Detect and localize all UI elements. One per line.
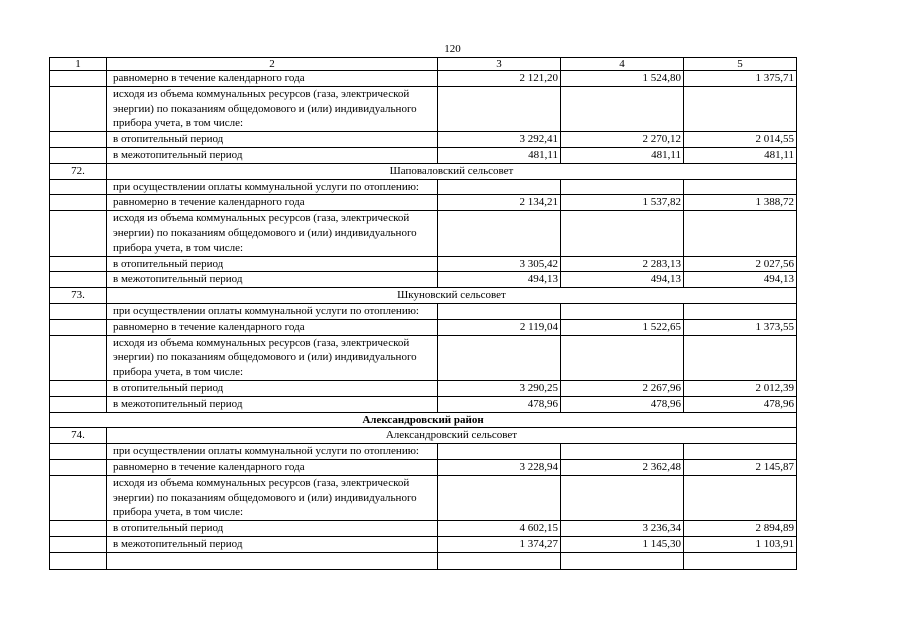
table-row — [50, 521, 797, 537]
section-number: 73. — [50, 288, 107, 304]
value-col-5: 2 027,56 — [684, 256, 797, 272]
value-col-5: 2 012,39 — [684, 380, 797, 396]
value-col-3: 2 134,21 — [438, 195, 561, 211]
row-label: в межотопительный период — [107, 147, 438, 163]
table-row-description — [50, 86, 797, 131]
table-row-empty — [50, 552, 797, 569]
value-col-4 — [561, 179, 684, 195]
table-body — [50, 58, 797, 570]
value-col-3: 3 305,42 — [438, 256, 561, 272]
value-col-3: 1 374,27 — [438, 536, 561, 552]
table-row — [50, 459, 797, 475]
row-label: в межотопительный период — [107, 272, 438, 288]
value-col-4 — [561, 335, 684, 380]
value-col-3 — [438, 303, 561, 319]
value-col-4: 1 537,82 — [561, 195, 684, 211]
table-row-description — [50, 211, 797, 256]
value-col-5: 1 373,55 — [684, 319, 797, 335]
value-col-4: 1 524,80 — [561, 71, 684, 87]
header-col-2: 2 — [107, 58, 438, 71]
table-row — [50, 396, 797, 412]
table-row-description — [50, 303, 797, 319]
row-index-cell — [50, 536, 107, 552]
header-col-5: 5 — [684, 58, 797, 71]
value-col-5: 494,13 — [684, 272, 797, 288]
table-row — [50, 71, 797, 87]
value-col-4 — [561, 86, 684, 131]
value-col-5: 2 894,89 — [684, 521, 797, 537]
row-label: исходя из объема коммунальных ресурсов (газа, электрической энергии) по показаниям общедомового и (или) индивидуального прибора учета, в том числе: — [107, 335, 438, 380]
table-row — [50, 147, 797, 163]
value-col-5 — [684, 303, 797, 319]
table-row — [50, 536, 797, 552]
value-col-5 — [684, 475, 797, 520]
value-col-3 — [438, 335, 561, 380]
row-label: равномерно в течение календарного года — [107, 459, 438, 475]
row-index-cell — [50, 147, 107, 163]
value-col-5: 2 145,87 — [684, 459, 797, 475]
value-col-4 — [561, 303, 684, 319]
table-row-description — [50, 179, 797, 195]
header-col-1: 1 — [50, 58, 107, 71]
value-col-5 — [684, 86, 797, 131]
tariff-table — [49, 57, 797, 570]
row-index-cell — [50, 86, 107, 131]
row-index-cell — [50, 552, 107, 569]
row-label: в отопительный период — [107, 132, 438, 148]
value-col-4: 1 522,65 — [561, 319, 684, 335]
value-col-3 — [438, 475, 561, 520]
district-title: Александровский район — [50, 412, 797, 428]
district-row — [50, 412, 797, 428]
row-label: в межотопительный период — [107, 396, 438, 412]
value-col-4: 494,13 — [561, 272, 684, 288]
row-index-cell — [50, 272, 107, 288]
value-col-4 — [561, 552, 684, 569]
value-col-3: 3 292,41 — [438, 132, 561, 148]
value-col-4: 2 270,12 — [561, 132, 684, 148]
row-index-cell — [50, 132, 107, 148]
value-col-5: 478,96 — [684, 396, 797, 412]
value-col-4: 2 362,48 — [561, 459, 684, 475]
row-label: в отопительный период — [107, 380, 438, 396]
row-label: в отопительный период — [107, 521, 438, 537]
value-col-3: 3 228,94 — [438, 459, 561, 475]
value-col-4 — [561, 211, 684, 256]
value-col-3: 2 119,04 — [438, 319, 561, 335]
value-col-5 — [684, 444, 797, 460]
header-col-4: 4 — [561, 58, 684, 71]
section-title: Александровский сельсовет — [107, 428, 797, 444]
section-row — [50, 288, 797, 304]
row-index-cell — [50, 256, 107, 272]
row-index-cell — [50, 179, 107, 195]
row-label: при осуществлении оплаты коммунальной услуги по отоплению: — [107, 444, 438, 460]
value-col-5: 481,11 — [684, 147, 797, 163]
row-index-cell — [50, 319, 107, 335]
section-row — [50, 163, 797, 179]
header-col-3: 3 — [438, 58, 561, 71]
value-col-4: 478,96 — [561, 396, 684, 412]
row-label: равномерно в течение календарного года — [107, 319, 438, 335]
row-index-cell — [50, 521, 107, 537]
value-col-3 — [438, 552, 561, 569]
value-col-5 — [684, 335, 797, 380]
row-label: в межотопительный период — [107, 536, 438, 552]
value-col-4: 3 236,34 — [561, 521, 684, 537]
value-col-3 — [438, 179, 561, 195]
table-row — [50, 195, 797, 211]
value-col-3: 3 290,25 — [438, 380, 561, 396]
value-col-3: 4 602,15 — [438, 521, 561, 537]
value-col-4: 2 283,13 — [561, 256, 684, 272]
value-col-3: 2 121,20 — [438, 71, 561, 87]
section-title: Шкуновский сельсовет — [107, 288, 797, 304]
value-col-5: 2 014,55 — [684, 132, 797, 148]
value-col-4: 481,11 — [561, 147, 684, 163]
row-label: исходя из объема коммунальных ресурсов (газа, электрической энергии) по показаниям общедомового и (или) индивидуального прибора учета, в том числе: — [107, 475, 438, 520]
row-index-cell — [50, 444, 107, 460]
row-label: при осуществлении оплаты коммунальной услуги по отоплению: — [107, 179, 438, 195]
table-row-description — [50, 335, 797, 380]
value-col-5: 1 375,71 — [684, 71, 797, 87]
table-row — [50, 319, 797, 335]
table-row-description — [50, 475, 797, 520]
section-number: 74. — [50, 428, 107, 444]
row-index-cell — [50, 459, 107, 475]
table-row-description — [50, 444, 797, 460]
row-index-cell — [50, 211, 107, 256]
section-number: 72. — [50, 163, 107, 179]
value-col-4 — [561, 475, 684, 520]
row-index-cell — [50, 195, 107, 211]
row-index-cell — [50, 396, 107, 412]
row-label: равномерно в течение календарного года — [107, 71, 438, 87]
table-row — [50, 380, 797, 396]
row-index-cell — [50, 303, 107, 319]
table-row — [50, 272, 797, 288]
table-row — [50, 132, 797, 148]
row-label: равномерно в течение календарного года — [107, 195, 438, 211]
row-label — [107, 552, 438, 569]
section-title: Шаповаловский сельсовет — [107, 163, 797, 179]
row-index-cell — [50, 335, 107, 380]
row-label: в отопительный период — [107, 256, 438, 272]
header-row — [50, 58, 797, 71]
value-col-5: 1 388,72 — [684, 195, 797, 211]
row-index-cell — [50, 475, 107, 520]
value-col-3: 494,13 — [438, 272, 561, 288]
value-col-5 — [684, 179, 797, 195]
value-col-4: 1 145,30 — [561, 536, 684, 552]
section-row — [50, 428, 797, 444]
value-col-3 — [438, 444, 561, 460]
row-label: исходя из объема коммунальных ресурсов (газа, электрической энергии) по показаниям общедомового и (или) индивидуального прибора учета, в том числе: — [107, 86, 438, 131]
value-col-3: 478,96 — [438, 396, 561, 412]
value-col-3 — [438, 86, 561, 131]
row-index-cell — [50, 71, 107, 87]
row-index-cell — [50, 380, 107, 396]
value-col-5 — [684, 211, 797, 256]
value-col-3: 481,11 — [438, 147, 561, 163]
row-label: при осуществлении оплаты коммунальной услуги по отоплению: — [107, 303, 438, 319]
value-col-3 — [438, 211, 561, 256]
row-label: исходя из объема коммунальных ресурсов (газа, электрической энергии) по показаниям общедомового и (или) индивидуального прибора учета, в том числе: — [107, 211, 438, 256]
value-col-4: 2 267,96 — [561, 380, 684, 396]
table-row — [50, 256, 797, 272]
value-col-5 — [684, 552, 797, 569]
page-number: 120 — [444, 43, 461, 55]
value-col-5: 1 103,91 — [684, 536, 797, 552]
value-col-4 — [561, 444, 684, 460]
